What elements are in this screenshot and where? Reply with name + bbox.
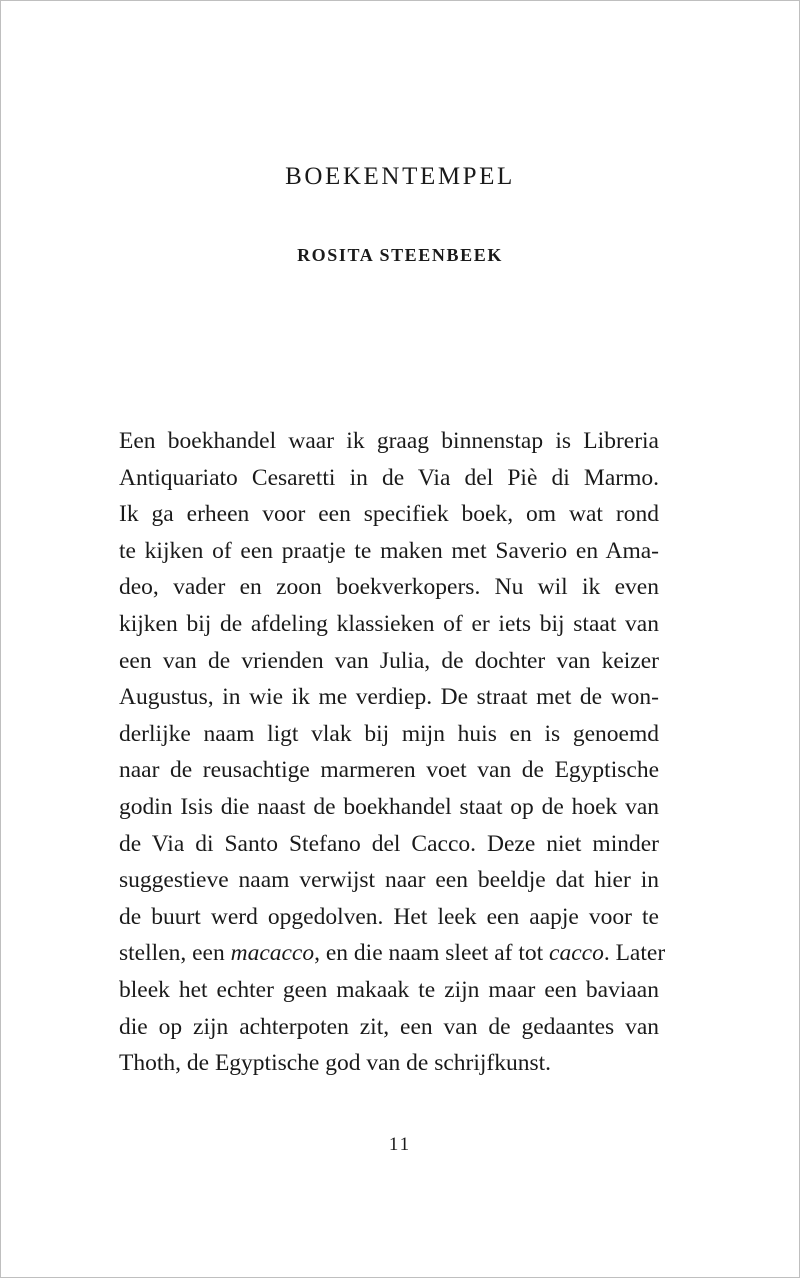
- text-line: te kijken of een praatje te maken met Saverio en Ama-: [119, 537, 659, 564]
- text-line: bleek het echter geen makaak te zijn maar een baviaan: [119, 976, 659, 1003]
- italic-word: cacco: [549, 940, 604, 967]
- text-line: Ik ga erheen voor een specifiek boek, om wat rond: [119, 501, 659, 528]
- text-line: derlijke naam ligt vlak bij mijn huis en is genoemd: [119, 720, 659, 747]
- text-fragment: , en die naam sleet af tot: [314, 940, 550, 967]
- text-line: Thoth, de Egyptische god van de schrijfkunst.: [119, 1050, 552, 1077]
- text-line: godin Isis die naast de boekhandel staat op de hoek van: [119, 793, 659, 820]
- text-line-with-italics: [119, 935, 666, 972]
- text-line: de Via di Santo Stefano del Cacco. Deze niet minder: [119, 830, 659, 857]
- text-fragment: . Later: [603, 940, 666, 967]
- chapter-title: BOEKENTEMPEL: [285, 163, 515, 190]
- author-name: ROSITA STEENBEEK: [297, 245, 503, 265]
- text-line: de buurt werd opgedolven. Het leek een aapje voor te: [119, 903, 659, 930]
- text-line: die op zijn achterpoten zit, een van de gedaantes van: [119, 1013, 659, 1040]
- page-number: 11: [388, 1134, 412, 1155]
- text-line: Een boekhandel waar ik graag binnenstap is Libreria: [119, 428, 659, 454]
- text-fragment: stellen, een: [119, 940, 231, 967]
- body-text: [119, 423, 666, 1082]
- text-line: Augustus, in wie ik me verdiep. De straat met de won-: [119, 684, 659, 711]
- italic-word: macacco: [230, 940, 315, 967]
- text-line: Antiquariato Cesaretti in de Via del Piè di Marmo.: [119, 464, 659, 491]
- text-line: deo, vader en zoon boekverkopers. Nu wil ik even: [119, 574, 659, 601]
- text-line: naar de reusachtige marmeren voet van de Egyptische: [119, 757, 659, 784]
- text-line: een van de vrienden van Julia, de dochter van keizer: [119, 647, 659, 674]
- text-line: kijken bij de afdeling klassieken of er iets bij staat van: [119, 610, 659, 637]
- text-line: suggestieve naam verwijst naar een beeldje dat hier in: [119, 867, 659, 894]
